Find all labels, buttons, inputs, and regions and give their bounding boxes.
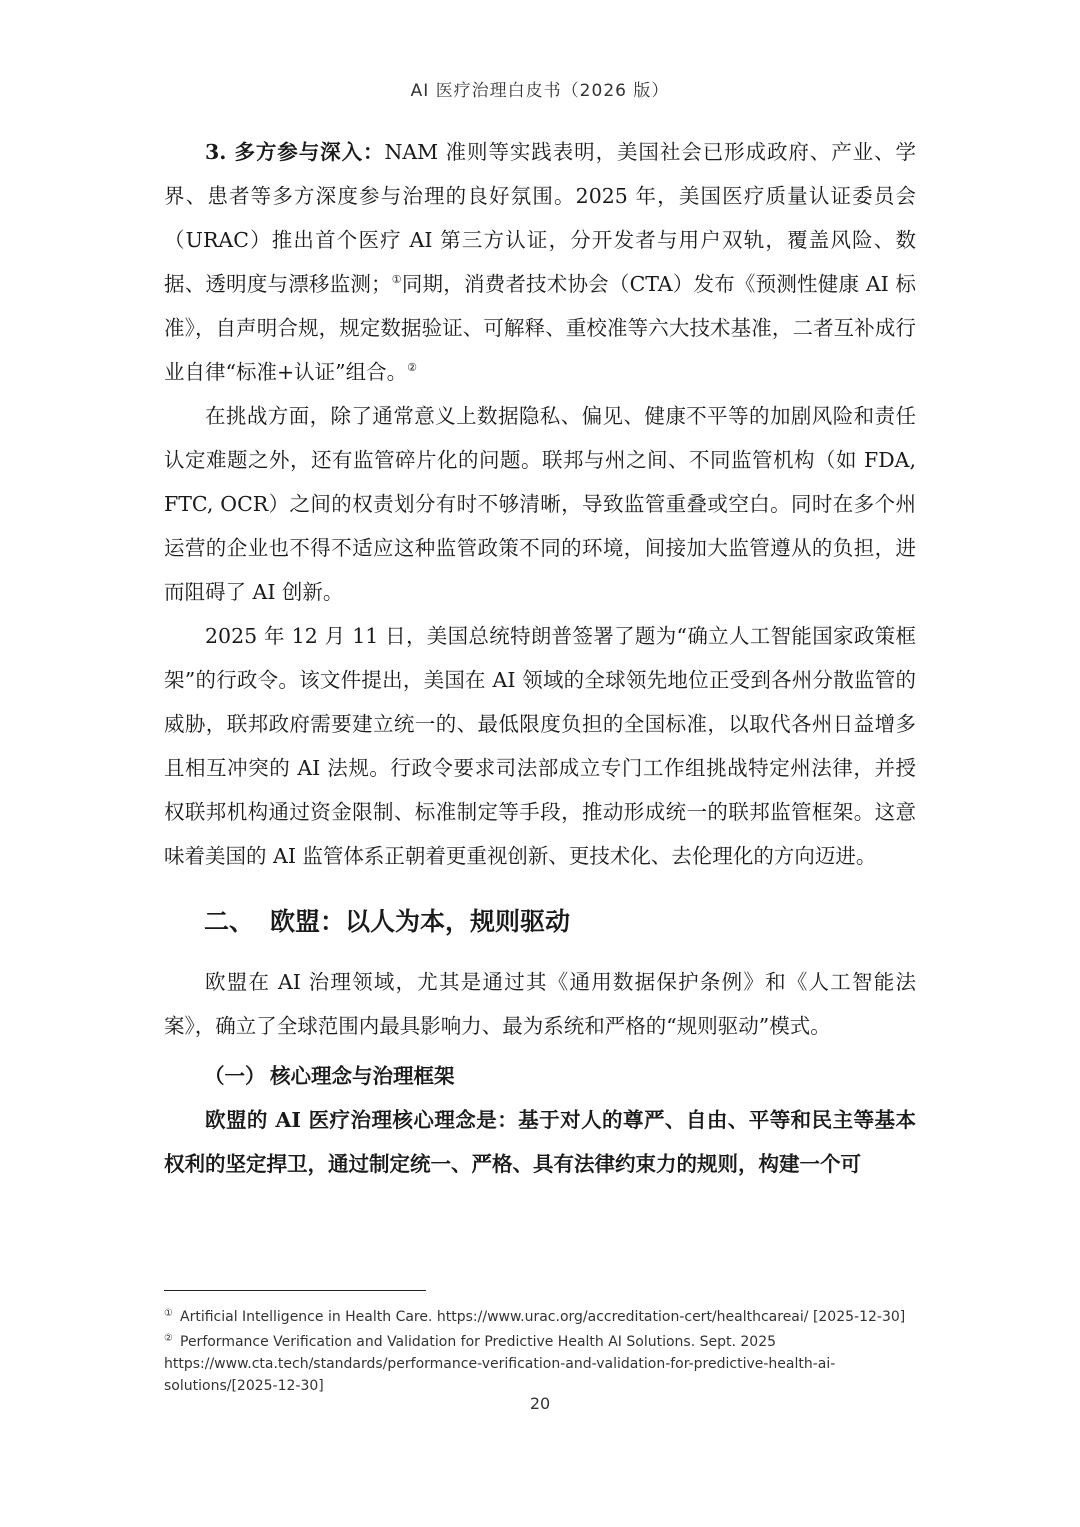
paragraph-eu-intro: 欧盟在 AI 治理领域，尤其是通过其《通用数据保护条例》和《人工智能法案》，确立了全球范围内最具影响力、最为系统和严格的“规则驱动”模式。 [164,970,916,1038]
paragraph-multi-party [164,130,916,394]
paragraph-eu-core-concept: 欧盟的 AI 医疗治理核心理念是：基于对人的尊严、自由、平等和民主等基本权利的坚定捍卫，通过制定统一、严格、具有法律约束力的规则，构建一个可 [164,1108,916,1176]
footnote-mark: ② [164,1333,173,1344]
paragraph-text: 同期，消费者技术协会（CTA）发布《预测性健康 AI 标准》，自声明合规，规定数据验证、可解释、重校准等六大技术基准，二者互补成行业自律“标准+认证”组合。 [164,272,916,384]
subsection-number: （一） [204,1064,266,1088]
section-title-text: 欧盟：以人为本，规则驱动 [270,907,571,936]
subsection-heading-core [204,1054,916,1098]
paragraph-challenges: 在挑战方面，除了通常意义上数据隐私、偏见、健康不平等的加剧风险和责任认定难题之外，还有监管碎片化的问题。联邦与州之间、不同监管机构（如 FDA, FTC, OCR）之间的权责划分有时不够清晰，导致监管重叠或空白。同时在多个州运营的企业也不得不适应这种监管政策不同的环境，间接加大监管遵从的负担，进而阻碍了 AI 创新。 [164,404,916,604]
paragraph-executive-order: 2025 年 12 月 11 日，美国总统特朗普签署了题为“确立人工智能国家政策框架”的行政令。该文件提出，美国在 AI 领域的全球领先地位正受到各州分散监管的威胁，联邦政府需要建立统一的、最低限度负担的全国标准，以取代各州日益增多且相互冲突的 AI 法规。行政令要求司法部成立专门工作组挑战特定州法律，并授权联邦机构通过资金限制、标准制定等手段，推动形成统一的联邦监管框架。这意味着美国的 AI 监管体系正朝着更重视创新、更技术化、去伦理化的方向迈进。 [164,624,916,868]
main-content [164,130,916,1186]
footnote-text[interactable]: Performance Verification and Validation for Predictive Health AI Solutions. Sept. 2025 https://www.cta.tech/standards/performance-verification-and-validation-for-predictive-health-ai-solutions/[2025-12-30] [164,1334,836,1394]
footnote-2 [164,1328,916,1397]
footnote-mark: ① [164,1308,173,1319]
footnote-1 [164,1303,916,1328]
running-header: AI 医疗治理白皮书（2026 版） [410,81,670,101]
footnote-divider [164,1290,426,1291]
footnote-text[interactable]: Artificial Intelligence in Health Care. https://www.urac.org/accreditation-cert/healthcareai/ [2025-12-30] [180,1309,906,1325]
paragraph-text: NAM 准则等实践表明，美国社会已形成政府、产业、学界、患者等多方深度参与治理的良好氛围。2025 年，美国医疗质量认证委员会（URAC）推出首个医疗 AI 第三方认证，分开发者与用户双轨，覆盖风险、数据、透明度与漂移监测； [164,140,917,296]
footnotes [164,1303,916,1397]
section-number: 二、 [204,907,255,936]
paragraph-lead: 3. 多方参与深入： [205,140,385,164]
subsection-title-text: 核心理念与治理框架 [270,1064,455,1088]
footnote-ref-1[interactable]: ① [391,273,402,286]
section-heading-eu [204,898,916,946]
footnote-ref-2[interactable]: ② [407,361,418,374]
page-number: 20 [529,1394,551,1413]
